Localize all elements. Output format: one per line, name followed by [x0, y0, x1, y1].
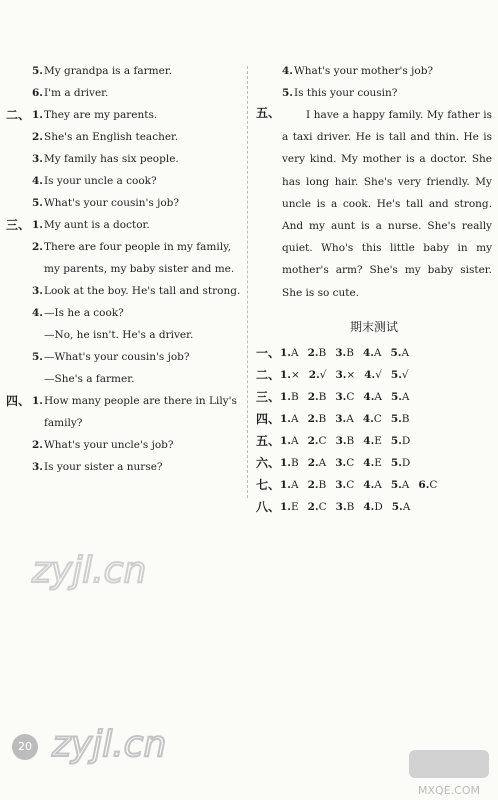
item-number: 3. [335, 456, 347, 469]
answer-text: What's your cousin's job? [44, 197, 180, 209]
answer-items [280, 496, 419, 518]
svg-text:zyjl.cn: zyjl.cn [52, 724, 167, 765]
section-marker: 三、 [6, 218, 31, 232]
item-number: 2. [307, 500, 319, 513]
answer-item [280, 435, 299, 447]
item-number: 3. [32, 285, 43, 297]
answer-choice: D [401, 456, 411, 469]
answer-line [6, 148, 242, 170]
answer-choice: A [290, 412, 299, 425]
answer-text: How many people are there in Lily's [44, 395, 237, 407]
answer-choice: √ [401, 368, 409, 381]
answer-text: —She's a farmer. [44, 373, 135, 385]
item-number: 2. [307, 434, 319, 447]
answer-choice: C [318, 500, 327, 513]
answer-item [335, 413, 354, 425]
item-number: 4. [363, 390, 375, 403]
item-number: 5. [390, 412, 402, 425]
answer-text: They are my parents. [44, 109, 158, 121]
answer-key-row [256, 408, 492, 430]
answer-key-row [256, 364, 492, 386]
svg-text:zyjl.cn: zyjl.cn [32, 550, 147, 591]
item-number: 1. [280, 346, 291, 359]
answer-items [280, 342, 418, 364]
watermark-logo [50, 722, 180, 766]
answer-text: What's your mother's job? [294, 65, 434, 77]
answer-choice: A [374, 478, 382, 491]
item-number: 5. [390, 346, 402, 359]
answer-item [336, 501, 355, 513]
answer-line [6, 434, 242, 456]
item-number: 3. [335, 346, 347, 359]
answer-item [280, 413, 299, 425]
answer-item [363, 501, 382, 513]
passage-block [256, 104, 492, 304]
answer-item [364, 369, 382, 381]
answer-choice: B [401, 412, 410, 425]
answer-item [391, 391, 410, 403]
answer-item [391, 479, 410, 491]
answer-choice: √ [319, 368, 327, 381]
answer-item [309, 369, 327, 381]
section-marker: 八、 [256, 499, 281, 514]
answer-item [308, 413, 327, 425]
answer-text: My aunt is a doctor. [44, 219, 150, 231]
answer-choice: E [290, 500, 299, 513]
item-number: 3. [335, 478, 347, 491]
answer-choice: A [290, 346, 299, 359]
answer-item [308, 501, 327, 513]
answer-choice: A [290, 434, 299, 447]
answer-choice: A [346, 412, 354, 425]
answer-text: I'm a driver. [44, 87, 109, 99]
answer-choice: √ [375, 368, 382, 381]
section-marker: 三、 [256, 389, 281, 404]
answer-line [6, 214, 242, 236]
answer-item [391, 457, 410, 469]
answer-item [308, 479, 327, 491]
item-number: 1. [280, 500, 291, 513]
item-number: 1. [32, 109, 43, 121]
answer-choice: C [318, 434, 327, 447]
answer-text: What's your uncle's job? [44, 439, 174, 451]
answer-item [363, 347, 382, 359]
answer-text: My grandpa is a farmer. [44, 65, 173, 77]
answer-items [280, 386, 419, 408]
answer-choice: B [318, 412, 327, 425]
answer-choice: B [346, 346, 354, 359]
item-number: 2. [307, 346, 319, 359]
answer-line [6, 82, 242, 104]
answer-items [280, 452, 419, 474]
answer-text: Is your sister a nurse? [44, 461, 163, 473]
answer-item [280, 501, 299, 513]
left-column [6, 60, 242, 478]
answer-item [308, 435, 327, 447]
answer-line [6, 302, 242, 324]
item-number: 5. [32, 197, 43, 209]
item-number: 5. [390, 434, 402, 447]
answer-choice: × [290, 368, 300, 381]
answer-item [363, 457, 382, 469]
answer-line [6, 192, 242, 214]
answer-choice: B [346, 434, 355, 447]
item-number: 1. [280, 368, 291, 381]
answer-choice: A [401, 390, 410, 403]
answer-line [6, 456, 242, 478]
answer-choice: A [402, 500, 411, 513]
item-number: 2. [307, 390, 319, 403]
answer-choice: A [373, 346, 382, 359]
section-marker: 七、 [256, 477, 281, 492]
answer-item [392, 501, 411, 513]
answer-key-row [256, 386, 492, 408]
section-marker: 五、 [256, 106, 281, 120]
section-marker: 四、 [6, 394, 31, 408]
page-number: 20 [12, 734, 38, 760]
item-number: 4. [32, 307, 43, 319]
item-number: 6. [418, 478, 430, 491]
answer-item [335, 369, 355, 381]
answer-text: —Is he a cook? [44, 307, 124, 319]
answer-choice: A [401, 478, 410, 491]
section-marker: 六、 [256, 455, 281, 470]
answer-text: There are four people in my family, [44, 241, 231, 253]
item-number: 4. [362, 346, 374, 359]
answer-items [280, 430, 419, 452]
answer-key-row [256, 452, 492, 474]
answer-key-row [256, 474, 492, 496]
item-number: 4. [282, 65, 293, 77]
section-marker: 五、 [256, 433, 281, 448]
answer-line [6, 236, 242, 258]
answer-line [6, 368, 242, 390]
answer-text: —No, he isn't. He's a driver. [44, 329, 194, 341]
section-marker: 二、 [6, 108, 31, 122]
answer-item [280, 391, 299, 403]
item-number: 1. [32, 395, 43, 407]
answer-key-row [256, 496, 492, 518]
answer-choice: E [374, 456, 382, 469]
answer-line [256, 60, 492, 82]
item-number: 2. [32, 241, 43, 253]
answer-text: Is your uncle a cook? [44, 175, 157, 187]
item-number: 6. [32, 87, 43, 99]
answer-item [363, 413, 382, 425]
answer-line [6, 170, 242, 192]
item-number: 2. [307, 412, 319, 425]
answer-line [6, 280, 242, 302]
answer-choice: B [318, 478, 327, 491]
answer-item [280, 479, 299, 491]
item-number: 4. [363, 456, 375, 469]
item-number: 2. [308, 368, 320, 381]
item-number: 5. [390, 368, 402, 381]
answer-item [391, 369, 409, 381]
answer-item [391, 347, 410, 359]
item-number: 5. [32, 65, 43, 77]
item-number: 5. [390, 390, 402, 403]
answer-text: —What's your cousin's job? [44, 351, 190, 363]
section-marker: 一、 [256, 345, 281, 360]
answer-text: She's an English teacher. [44, 131, 179, 143]
item-number: 3. [335, 390, 347, 403]
answer-line [6, 258, 242, 280]
answer-choice: A [401, 346, 410, 359]
answer-line [6, 60, 242, 82]
answer-choice: × [346, 368, 356, 381]
answer-line [6, 104, 242, 126]
item-number: 4. [32, 175, 43, 187]
item-number: 1. [280, 478, 291, 491]
item-number: 2. [307, 456, 319, 469]
answer-choice: C [346, 456, 355, 469]
answer-item [308, 457, 327, 469]
answer-choice: C [346, 390, 355, 403]
item-number: 3. [335, 434, 347, 447]
answer-items [280, 408, 419, 430]
answer-choice: D [374, 500, 383, 513]
answer-key-row [256, 342, 492, 364]
answer-text: Look at the boy. He's tall and strong. [44, 285, 241, 297]
answer-item [335, 391, 354, 403]
item-number: 5. [282, 87, 293, 99]
answer-item [308, 347, 327, 359]
answer-line [6, 126, 242, 148]
answer-item [280, 347, 299, 359]
passage-text: I have a happy family. My father is a taxi driver. He is tall and thin. He is very kind. My mother is a doctor. She has long hair. She's very friendly. My uncle is a cook. He's tall and strong. And my aunt is a nurse. She's really quiet. Who's this little baby in my mother's arm? She's my baby sister. She is so cute. [282, 109, 492, 299]
item-number: 1. [32, 219, 43, 231]
item-number: 3. [32, 461, 43, 473]
item-number: 5. [390, 456, 402, 469]
item-number: 4. [363, 434, 375, 447]
svg-text:MXQE.COM: MXQE.COM [418, 784, 480, 797]
answer-choice: B [318, 346, 327, 359]
answer-item [391, 413, 410, 425]
answer-item [363, 391, 382, 403]
answer-text: My family has six people. [44, 153, 179, 165]
answer-line [6, 346, 242, 368]
answer-item [280, 369, 300, 381]
item-number: 2. [307, 478, 319, 491]
answer-items [280, 364, 418, 386]
answer-choice: B [346, 500, 355, 513]
answer-choice: A [318, 456, 327, 469]
answer-text: family? [44, 417, 83, 429]
column-divider [247, 66, 248, 498]
answer-line [6, 412, 242, 434]
answer-text: my parents, my baby sister and me. [44, 263, 235, 275]
answer-item [308, 391, 327, 403]
answer-line [256, 82, 492, 104]
item-number: 2. [32, 439, 43, 451]
answer-item [335, 347, 354, 359]
watermark-logo [30, 548, 160, 592]
item-number: 3. [335, 412, 347, 425]
answer-choice: A [290, 478, 299, 491]
item-number: 4. [363, 478, 375, 491]
section-marker: 四、 [256, 411, 281, 426]
answer-choice: B [290, 390, 299, 403]
answer-choice: B [290, 456, 299, 469]
final-test-heading: 期末测试 [349, 319, 398, 334]
item-number: 3. [335, 368, 347, 381]
item-number: 1. [280, 390, 291, 403]
item-number: 5. [391, 500, 403, 513]
item-number: 3. [32, 153, 43, 165]
answer-line [6, 390, 242, 412]
item-number: 3. [335, 500, 347, 513]
answer-item [418, 479, 437, 491]
item-number: 4. [362, 412, 374, 425]
section-marker: 二、 [256, 367, 281, 382]
item-number: 1. [280, 456, 291, 469]
answer-line [6, 324, 242, 346]
item-number: 1. [280, 434, 291, 447]
answer-item [335, 457, 354, 469]
answer-choice: C [429, 478, 438, 491]
answer-text: Is this your cousin? [294, 87, 398, 99]
answer-item [363, 479, 382, 491]
answer-item [363, 435, 382, 447]
answer-choice: E [374, 434, 382, 447]
item-number: 1. [280, 412, 291, 425]
answer-choice: D [401, 434, 411, 447]
watermark-logo [405, 748, 495, 798]
answer-item [391, 435, 410, 447]
item-number: 5. [32, 351, 43, 363]
answer-choice: B [318, 390, 327, 403]
answer-items [280, 474, 446, 496]
item-number: 2. [32, 131, 43, 143]
answer-item [336, 435, 355, 447]
item-number: 4. [363, 500, 375, 513]
answer-item [280, 457, 299, 469]
item-number: 5. [390, 478, 402, 491]
item-number: 4. [364, 368, 376, 381]
answer-choice: C [346, 478, 355, 491]
answer-choice: C [373, 412, 382, 425]
answer-choice: A [374, 390, 382, 403]
right-column [256, 60, 492, 518]
answer-item [335, 479, 354, 491]
answer-key-row [256, 430, 492, 452]
